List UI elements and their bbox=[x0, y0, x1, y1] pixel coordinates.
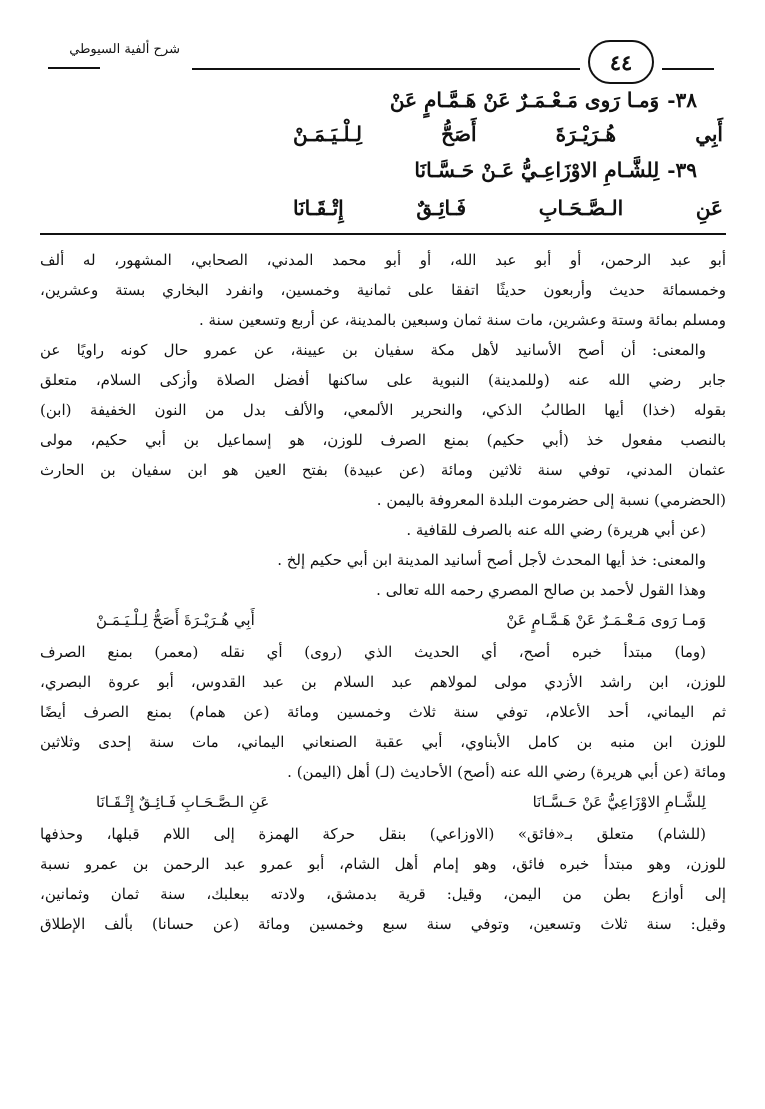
body-line: والمعنى: أن أصح الأسانيد لأهل مكة سفيان بن عيينة، عن عمرو حال كونه راويًا عن bbox=[40, 341, 706, 359]
section-divider bbox=[40, 233, 726, 235]
header-rule bbox=[192, 68, 580, 70]
body-line: عثمان المدني، توفي سنة ثلاثين ومائة (عن عبيدة) بفتح العين هو ابن سفيان بن الحارث bbox=[40, 461, 726, 479]
body-line: وهذا القول لأحمد بن صالح المصري رحمه الله تعالى . bbox=[376, 581, 706, 599]
body-line: (الحضرمي) نسبة إلى حضرموت البلدة المعروفة باليمن . bbox=[376, 491, 726, 509]
body-line: ومسلم بمائة وستة وعشرين، مات سنة ثمان وسبعين بالمدينة، عن أربع وتسعين سنة . bbox=[199, 311, 726, 329]
inline-verse bbox=[40, 787, 726, 817]
body-line: ومائة (عن أبي هريرة) رضي الله عنه (أصح) الأحاديث (لـ) أهل (اليمن) . bbox=[287, 763, 726, 781]
hemistich-left: أَبِي هُـرَيْـرَةَ أَصَحُّ لِـلْـيَـمَـنْ bbox=[96, 611, 255, 629]
verse-line-4: عَنِ الـصَّـحَـابِ فَـائِـقٌ إِتْـقَـانَا bbox=[293, 196, 723, 220]
verse-line-2: أَبِي هُـرَيْـرَةَ أَصَحُّ لِـلْـيَـمَـنْ bbox=[293, 122, 723, 146]
body-line: للوزن، وهو مبتدأ خبره فائق، وهو إمام أهل الشام، أبو عمرو عبد الرحمن بن عمرو نسبة bbox=[40, 855, 726, 873]
body-line: (عن أبي هريرة) رضي الله عنه بالصرف للقافية . bbox=[406, 521, 706, 539]
verse-line-3 bbox=[267, 160, 697, 180]
verse-text: وَمـا رَوى مَـعْـمَـرٌ عَنْ هَـمَّـامٍ عَنْ bbox=[389, 88, 660, 112]
hemistich-right: لِلشَّـامِ الاوْزَاعِيُّ عَنْ حَـسَّـانَا bbox=[532, 793, 706, 811]
body-line: بالنصب مفعول خذ (أبي حكيم) بمنع الصرف للوزن، هو إسماعيل بن أبي حكيم، مولى bbox=[40, 431, 726, 449]
body-line: جابر رضي الله عنه (وللمدينة) النبوية على ساكنها أفضل الصلاة وأزكى السلام، متعلق bbox=[40, 371, 726, 389]
body-line: (للشام) متعلق بـ«فائق» (الاوزاعي) بنقل حركة الهمزة إلى اللام قبلها، وحذفها bbox=[40, 825, 706, 843]
header-dash bbox=[48, 67, 100, 69]
body-line: وقيل: سنة ثلاث وتسعين، وتوفي سنة سبع وخمسين ومائة (عن حسانا) بألف الإطلاق bbox=[40, 915, 726, 933]
header-rule-right bbox=[662, 68, 714, 70]
page-number: ٤٤ bbox=[588, 40, 654, 84]
body-line: ثم اليماني، أحد الأعلام، توفي سنة ثلاث وخمسين ومائة (عن همام) بمنع الصرف أيضًا bbox=[40, 703, 726, 721]
hemistich-right: وَمـا رَوى مَـعْـمَـرٌ عَنْ هَـمَّـامٍ عَنْ bbox=[506, 611, 706, 629]
body-line: بقوله (خذا) أيها الطالبُ الذكي، والنحرير الألمعي، والألف بدل من النون الخفيفة (ابن) bbox=[40, 401, 726, 419]
hemistich-left: عَنِ الـصَّـحَـابِ فَـائِـقٌ إِتْـقَـانَا bbox=[96, 793, 270, 811]
body-line: للوزن ابن منبه بن كامل الأبناوي، أبي عقبة الصنعاني اليماني، مات سنة إحدى وثلاثين bbox=[40, 733, 726, 751]
book-title: شرح ألفية السيوطي bbox=[69, 42, 180, 57]
body-line: للوزن، ابن راشد الأزدي مولى لمولاهم عبد السلام بن عبد القدوس، أبو عروة البصري، bbox=[40, 673, 726, 691]
body-line: والمعنى: خذ أيها المحدث لأجل أصح أسانيد المدينة ابن أبي حكيم إلخ . bbox=[277, 551, 706, 569]
running-header bbox=[40, 38, 730, 86]
body-line: وخمسمائة حديث وأربعون حديثًا اتفقا على ثمانية وخمسين، وانفرد البخاري بستة وعشرين، bbox=[40, 281, 726, 299]
body-line: إلى أوازع بطن من اليمن، وقيل: قرية بدمشق، ولادته ببعلبك، سنة ثمان وثمانين، bbox=[40, 885, 726, 903]
verse-number: ٣٨- bbox=[667, 88, 697, 112]
inline-verse bbox=[40, 605, 726, 635]
body-line: (وما) مبتدأ خبره أصح، أي الحديث الذي (روى) أي نقله (معمر) بمنع الصرف bbox=[40, 643, 706, 661]
body-line: أبو عبد الرحمن، أو أبو عبد الله، أو أبو محمد المدني، الصحابي، المشهور، له ألف bbox=[40, 251, 726, 269]
verse-line-1 bbox=[267, 90, 697, 110]
verse-number: ٣٩- bbox=[667, 158, 697, 182]
verse-text: لِلشَّـامِ الاوْزَاعِـيُّ عَـنْ حَـسَّـانَا bbox=[414, 158, 660, 182]
